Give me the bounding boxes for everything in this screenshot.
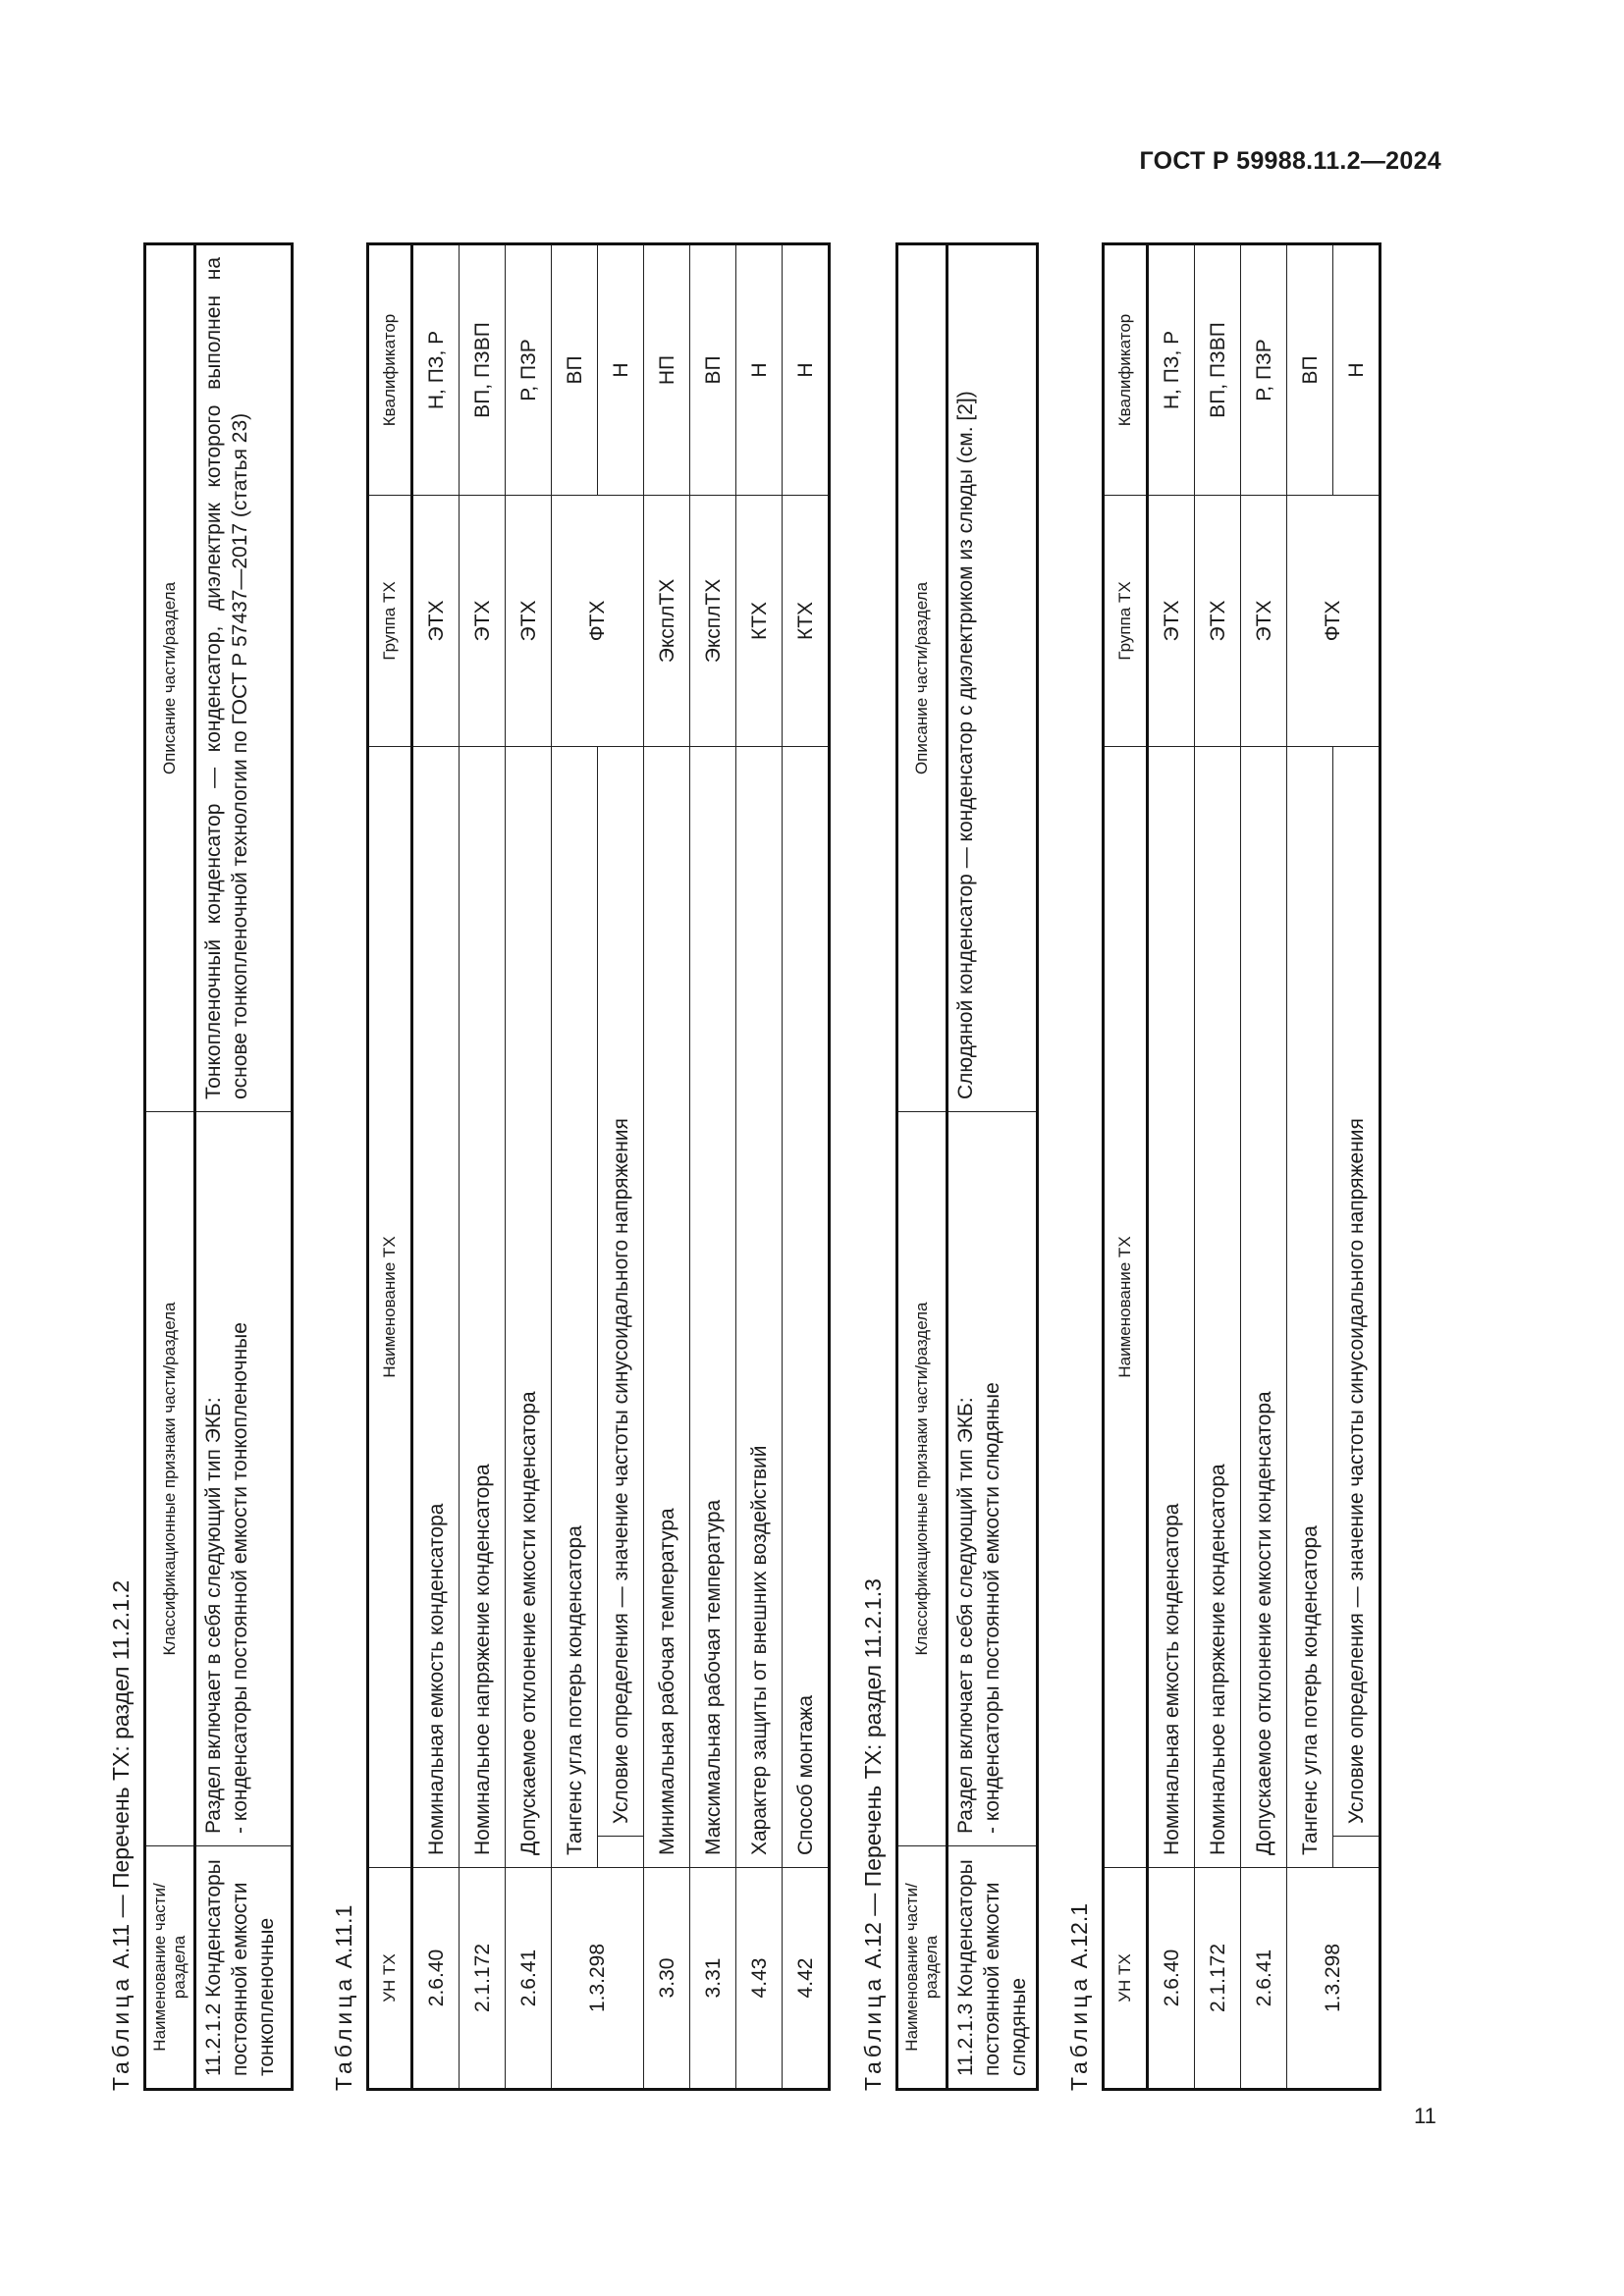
group-cell: ЭТХ <box>1241 495 1287 746</box>
classification-cell: Раздел включает в себя следующий тип ЭКБ: - конденсаторы постоянной емкости тонкопленочные <box>195 1112 293 1846</box>
table-a121 <box>1102 242 1381 2091</box>
qualifier-cell: НП <box>644 243 690 495</box>
col-header-group: Группа ТХ <box>368 495 412 746</box>
caption-rest: А.12.1 <box>1066 1902 1092 1975</box>
table-header-row <box>368 243 412 2089</box>
name-cell: Тангенс угла потерь конденсатора <box>552 746 598 1867</box>
table-row <box>736 243 783 2089</box>
code-cell: 3.31 <box>690 1868 736 2090</box>
col-header-name: Наименование ТХ <box>368 746 412 1867</box>
part-name-cell: 11.2.1.2 Конденсаторы постоянной емкости тонкопленочные <box>195 1846 293 2090</box>
group-cell: ЭТХ <box>460 495 506 746</box>
qualifier-cell: Р, ПЗР <box>506 243 552 495</box>
qualifier-cell: ВП <box>1287 243 1333 495</box>
caption-prefix: Таблица <box>331 1974 356 2091</box>
qualifier-cell: ВП, ПЗВП <box>1195 243 1241 495</box>
name-cell: Допускаемое отклонение емкости конденсатора <box>1241 746 1287 1867</box>
col-header-qualifier: Квалификатор <box>1104 243 1148 495</box>
name-cell: Номинальное напряжение конденсатора <box>1195 746 1241 1867</box>
col-header-classification: Классификационные признаки части/раздела <box>897 1112 947 1846</box>
classification-cell: Раздел включает в себя следующий тип ЭКБ: - конденсаторы постоянной емкости слюдяные <box>947 1112 1038 1846</box>
code-cell: 1.3.298 <box>1287 1868 1380 2090</box>
name-cell: Номинальная емкость конденсатора <box>1148 746 1195 1867</box>
name-cell: Максимальная рабочая температура <box>690 746 736 1867</box>
table-row <box>783 243 830 2089</box>
rotated-page-body <box>106 216 1441 2091</box>
caption-prefix: Таблица <box>860 1974 886 2091</box>
table-a121-caption <box>1064 216 1094 2091</box>
table-row <box>644 243 690 2089</box>
page-number: 11 <box>1414 2104 1436 2128</box>
name-cell: Способ монтажа <box>783 746 830 1867</box>
code-cell: 2.6.41 <box>506 1868 552 2090</box>
group-cell: ЭТХ <box>506 495 552 746</box>
group-cell: ЭксплТХ <box>644 495 690 746</box>
qualifier-cell: Н <box>736 243 783 495</box>
part-name-cell: 11.2.1.3 Конденсаторы постоянной емкости слюдяные <box>947 1846 1038 2090</box>
col-header-group: Группа ТХ <box>1104 495 1148 746</box>
name-cell: Допускаемое отклонение емкости конденсатора <box>506 746 552 1867</box>
table-a11 <box>143 242 294 2091</box>
col-header-name: Наименование ТХ <box>1104 746 1148 1867</box>
table-row <box>947 244 1038 2090</box>
col-header-description: Описание части/раздела <box>897 244 947 1112</box>
qualifier-cell: Н, ПЗ, Р <box>412 243 460 495</box>
code-cell: 4.42 <box>783 1868 830 2090</box>
col-header-part-name: Наименование части/раздела <box>145 1846 195 2090</box>
qualifier-cell: Н <box>598 243 644 495</box>
qualifier-cell: Н, ПЗ, Р <box>1148 243 1195 495</box>
condition-cell: Условие определения — значение частоты синусоидального напряжения <box>598 746 644 1836</box>
group-cell: ФТХ <box>552 495 644 746</box>
qualifier-cell: ВП, ПЗВП <box>460 243 506 495</box>
code-cell: 2.1.172 <box>1195 1868 1241 2090</box>
table-a11-caption <box>106 216 135 2091</box>
name-cell: Тангенс угла потерь конденсатора <box>1287 746 1333 1867</box>
qualifier-cell: ВП <box>690 243 736 495</box>
table-a111 <box>366 242 831 2091</box>
code-cell: 2.6.40 <box>1148 1868 1195 2090</box>
name-cell: Минимальная рабочая температура <box>644 746 690 1867</box>
col-header-code: УН ТХ <box>368 1868 412 2090</box>
table-row <box>690 243 736 2089</box>
caption-prefix: Таблица <box>108 1974 134 2091</box>
caption-rest: А.11.1 <box>331 1904 356 1975</box>
col-header-qualifier: Квалификатор <box>368 243 412 495</box>
description-cell: Слюдяной конденсатор — конденсатор с диэлектриком из слюды (см. [2]) <box>947 244 1038 1112</box>
condition-cell: Условие определения — значение частоты синусоидального напряжения <box>1333 746 1380 1836</box>
col-header-part-name: Наименование части/раздела <box>897 1846 947 2090</box>
code-cell: 1.3.298 <box>552 1868 644 2090</box>
table-a12 <box>895 242 1039 2091</box>
qualifier-cell: Р, ПЗР <box>1241 243 1287 495</box>
code-cell: 2.1.172 <box>460 1868 506 2090</box>
description-cell: Тонкопленочный конденсатор — конденсатор, диэлектрик которого выполнен на основе тонкопленочной технологии по ГОСТ Р 57437—2017 (статья 23) <box>195 244 293 1112</box>
table-row <box>552 243 598 2089</box>
table-a111-caption <box>329 216 358 2091</box>
table-row <box>506 243 552 2089</box>
caption-prefix: Таблица <box>1066 1974 1092 2091</box>
name-cell: Номинальное напряжение конденсатора <box>460 746 506 1867</box>
qualifier-cell: Н <box>783 243 830 495</box>
group-cell: КТХ <box>736 495 783 746</box>
col-header-classification: Классификационные признаки части/раздела <box>145 1112 195 1846</box>
code-cell: 4.43 <box>736 1868 783 2090</box>
table-header-row <box>145 244 195 2090</box>
group-cell: ЭТХ <box>1195 495 1241 746</box>
group-cell: КТХ <box>783 495 830 746</box>
table-row <box>1148 243 1195 2089</box>
indent-cell <box>598 1837 644 1868</box>
table-header-row <box>1104 243 1148 2089</box>
qualifier-cell: Н <box>1333 243 1380 495</box>
name-cell: Номинальная емкость конденсатора <box>412 746 460 1867</box>
table-row <box>1287 243 1333 2089</box>
col-header-description: Описание части/раздела <box>145 244 195 1112</box>
code-cell: 2.6.41 <box>1241 1868 1287 2090</box>
table-row <box>1241 243 1287 2089</box>
group-cell: ЭТХ <box>1148 495 1195 746</box>
caption-rest: А.11 — Перечень ТХ: раздел 11.2.1.2 <box>108 1579 134 1975</box>
table-row <box>412 243 460 2089</box>
group-cell: ЭксплТХ <box>690 495 736 746</box>
table-row <box>1195 243 1241 2089</box>
qualifier-cell: ВП <box>552 243 598 495</box>
group-cell: ЭТХ <box>412 495 460 746</box>
caption-rest: А.12 — Перечень ТХ: раздел 11.2.1.3 <box>860 1578 886 1975</box>
document-number: ГОСТ Р 59988.11.2—2024 <box>1139 147 1441 175</box>
table-a12-caption <box>858 216 888 2091</box>
indent-cell <box>1333 1837 1380 1868</box>
table-header-row <box>897 244 947 2090</box>
code-cell: 2.6.40 <box>412 1868 460 2090</box>
code-cell: 3.30 <box>644 1868 690 2090</box>
group-cell: ФТХ <box>1287 495 1380 746</box>
col-header-code: УН ТХ <box>1104 1868 1148 2090</box>
name-cell: Характер защиты от внешних воздействий <box>736 746 783 1867</box>
table-row <box>195 244 293 2090</box>
table-row <box>460 243 506 2089</box>
